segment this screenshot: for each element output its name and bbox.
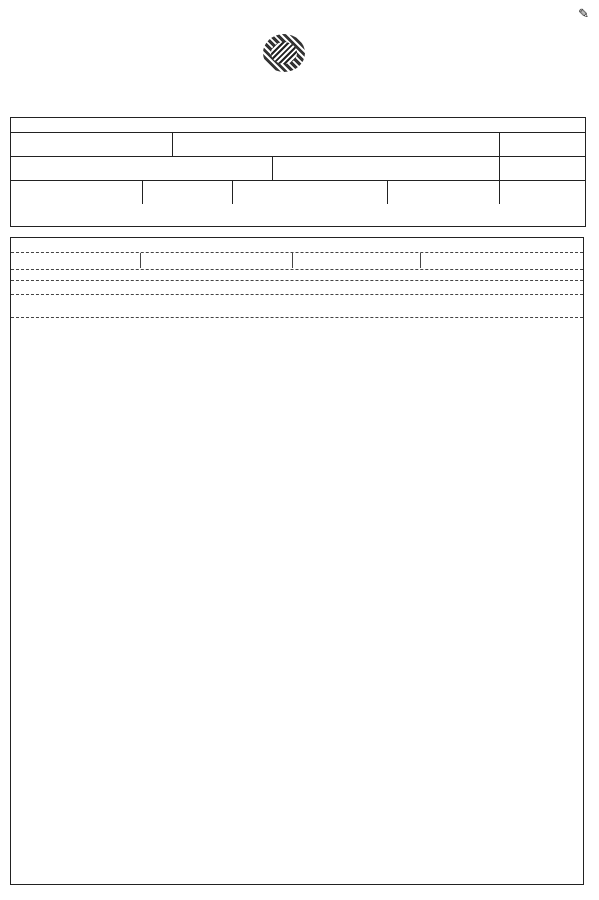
field-company-name	[173, 133, 500, 156]
admin-row-2	[11, 157, 585, 181]
divider	[420, 253, 421, 268]
admin-section-title	[11, 118, 585, 133]
globe-logo-icon	[263, 34, 305, 72]
report-box	[10, 237, 584, 885]
divider	[11, 269, 583, 270]
field-nit	[500, 157, 585, 180]
administrative-data-box	[10, 117, 586, 227]
divider	[11, 280, 583, 281]
field-cnae	[500, 133, 585, 156]
admin-row-1	[11, 133, 585, 157]
divider	[11, 294, 583, 295]
divider	[292, 253, 293, 268]
field-birth-date	[11, 181, 143, 204]
field-ctps	[233, 181, 388, 204]
divider	[140, 253, 141, 268]
field-shift-regime	[500, 181, 585, 204]
field-br-pdh	[273, 157, 500, 180]
previdencia-logo	[245, 34, 325, 94]
admin-row-3	[11, 181, 585, 204]
field-worker-name	[11, 157, 273, 180]
field-cnpj	[11, 133, 173, 156]
scan-mark-icon: ✎	[578, 6, 589, 21]
divider	[11, 317, 583, 318]
divider	[11, 252, 583, 253]
field-sex	[143, 181, 233, 204]
field-admission-date	[388, 181, 500, 204]
